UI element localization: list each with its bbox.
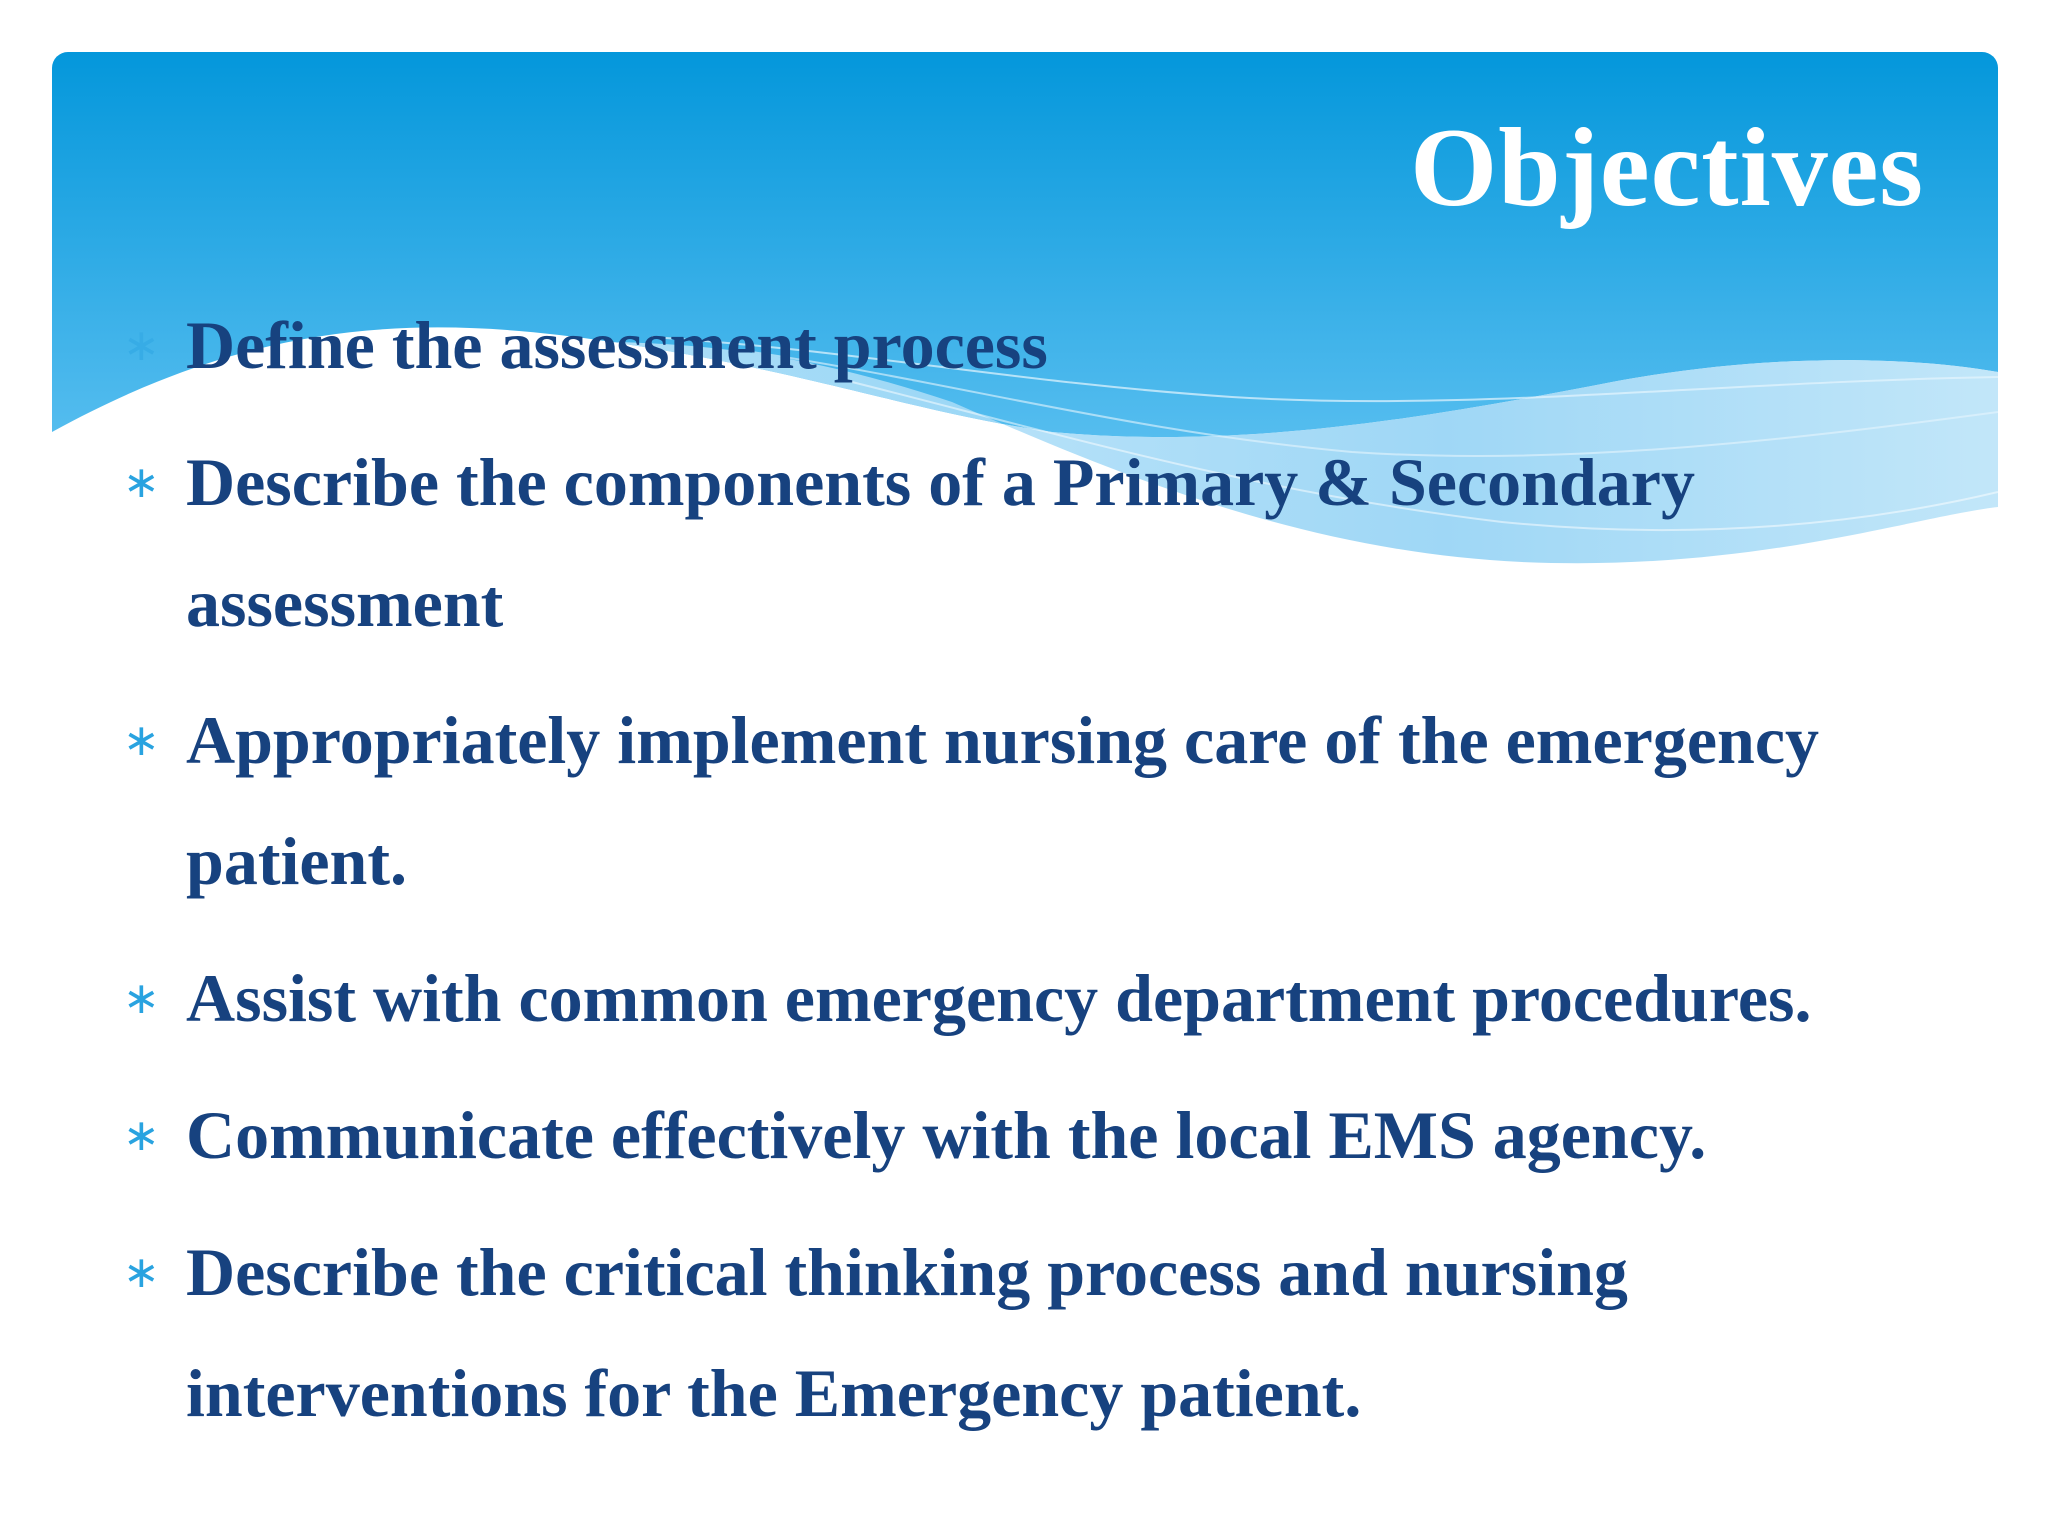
bullet-text: Communicate effectively with the local EMS agency. [186,1097,1707,1173]
list-item [120,680,1960,922]
bullet-text: Appropriately implement nursing care of the emergency patient. [186,702,1819,899]
asterisk-icon: ∗ [123,457,160,508]
list-item [120,422,1960,664]
asterisk-icon: ∗ [123,1110,160,1161]
bullet-text: Describe the critical thinking process and nursing interventions for the Emergency patient. [186,1234,1628,1431]
asterisk-icon: ∗ [123,973,160,1024]
bullet-text: Assist with common emergency department procedures. [186,960,1812,1036]
slide-title: Objectives [1410,106,1924,230]
asterisk-icon: ∗ [123,320,160,371]
list-item [120,938,1960,1059]
list-item [120,1075,1960,1196]
asterisk-icon: ∗ [123,715,160,766]
bullet-text: Define the assessment process [186,307,1048,383]
list-item [120,285,1960,406]
list-item [120,1212,1960,1454]
objectives-list [120,285,1960,1470]
bullet-text: Describe the components of a Primary & Secondary assessment [186,444,1695,641]
asterisk-icon: ∗ [123,1247,160,1298]
